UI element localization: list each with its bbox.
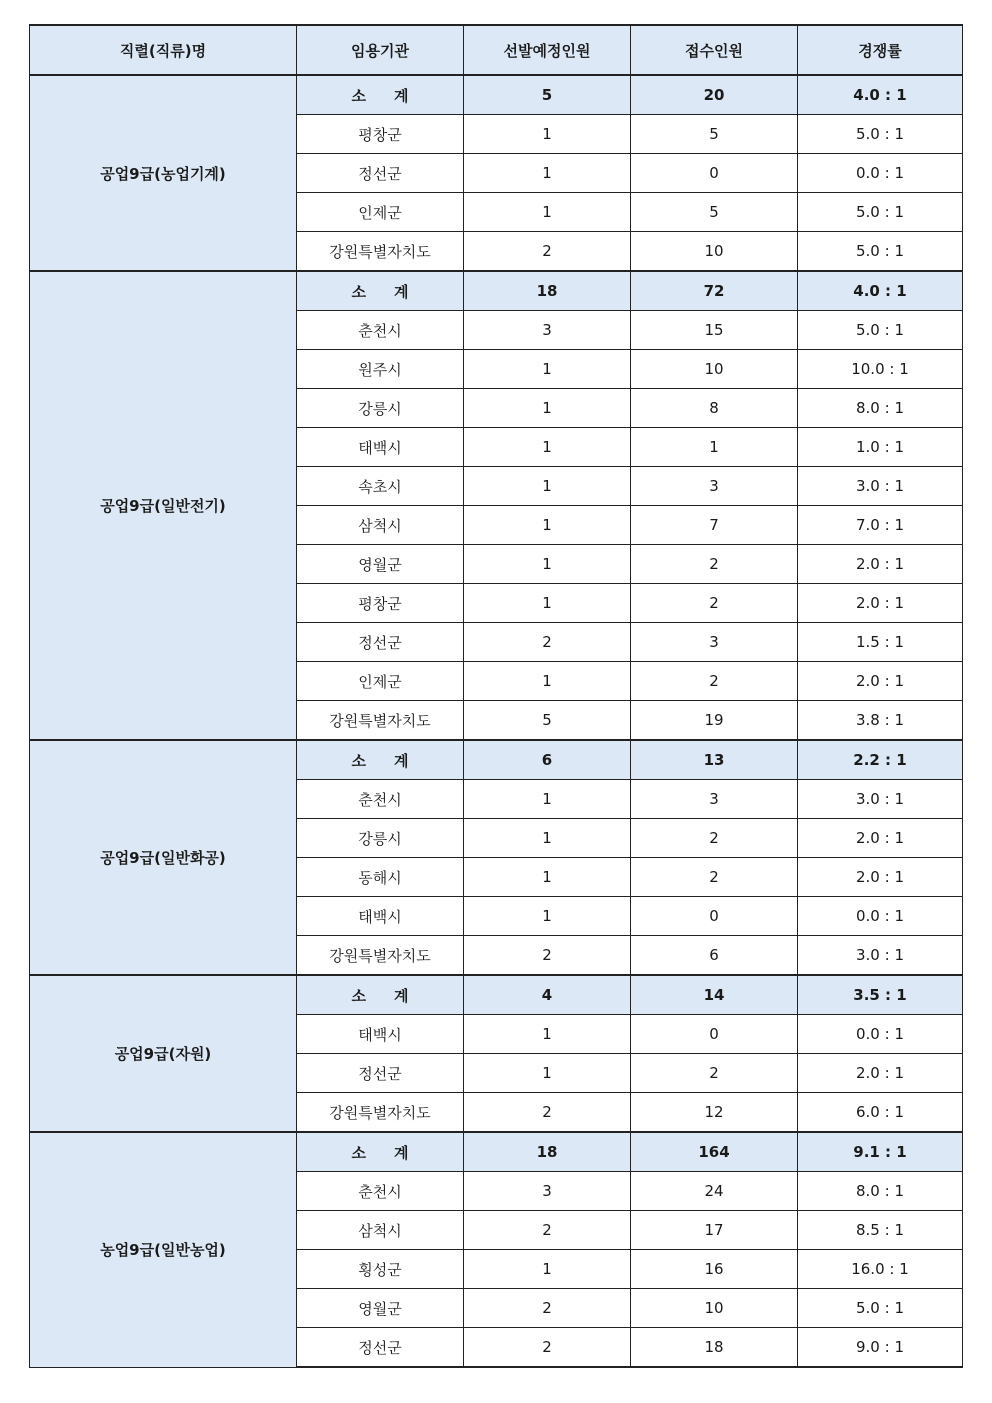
planned-cell: 1 [464,389,631,428]
subtotal-row [30,975,963,1015]
subtotal-label-b: 계 [394,86,409,105]
subtotal-label [297,975,464,1015]
planned-cell: 1 [464,780,631,819]
received-cell: 0 [631,897,798,936]
subtotal-label-a: 소 [351,751,366,770]
planned-cell: 2 [464,1093,631,1133]
header-ratio: 경쟁률 [798,25,963,75]
agency-cell: 정선군 [297,154,464,193]
planned-cell: 5 [464,701,631,741]
subtotal-planned: 6 [464,740,631,780]
received-cell: 12 [631,1093,798,1133]
header-agency: 임용기관 [297,25,464,75]
ratio-cell: 1.5 : 1 [798,623,963,662]
ratio-cell: 5.0 : 1 [798,311,963,350]
subtotal-planned: 5 [464,75,631,115]
planned-cell: 1 [464,858,631,897]
subtotal-ratio: 4.0 : 1 [798,75,963,115]
received-cell: 16 [631,1250,798,1289]
agency-cell: 영월군 [297,1289,464,1328]
planned-cell: 2 [464,1328,631,1368]
agency-cell: 춘천시 [297,1172,464,1211]
planned-cell: 1 [464,467,631,506]
subtotal-ratio: 3.5 : 1 [798,975,963,1015]
subtotal-label [297,740,464,780]
ratio-cell: 10.0 : 1 [798,350,963,389]
header-position: 직렬(직류)명 [30,25,297,75]
subtotal-label-a: 소 [351,86,366,105]
received-cell: 2 [631,584,798,623]
agency-cell: 평창군 [297,115,464,154]
planned-cell: 2 [464,1211,631,1250]
planned-cell: 1 [464,1015,631,1054]
planned-cell: 1 [464,819,631,858]
agency-cell: 강릉시 [297,389,464,428]
subtotal-received: 72 [631,271,798,311]
received-cell: 3 [631,780,798,819]
agency-cell: 강원특별자치도 [297,1093,464,1133]
agency-cell: 강릉시 [297,819,464,858]
subtotal-label-a: 소 [351,1143,366,1162]
ratio-cell: 2.0 : 1 [798,662,963,701]
position-name-cell: 공업9급(농업기계) [30,75,297,271]
subtotal-label-b: 계 [394,282,409,301]
planned-cell: 1 [464,350,631,389]
agency-cell: 태백시 [297,1015,464,1054]
subtotal-label-b: 계 [394,1143,409,1162]
agency-cell: 횡성군 [297,1250,464,1289]
ratio-cell: 2.0 : 1 [798,1054,963,1093]
received-cell: 7 [631,506,798,545]
subtotal-row [30,740,963,780]
received-cell: 17 [631,1211,798,1250]
ratio-cell: 2.0 : 1 [798,819,963,858]
ratio-cell: 6.0 : 1 [798,1093,963,1133]
received-cell: 5 [631,193,798,232]
subtotal-label-a: 소 [351,986,366,1005]
agency-cell: 동해시 [297,858,464,897]
ratio-cell: 8.0 : 1 [798,1172,963,1211]
agency-cell: 태백시 [297,428,464,467]
planned-cell: 1 [464,1250,631,1289]
table-body [30,75,963,1367]
agency-cell: 춘천시 [297,780,464,819]
planned-cell: 1 [464,115,631,154]
subtotal-ratio: 2.2 : 1 [798,740,963,780]
received-cell: 5 [631,115,798,154]
ratio-cell: 5.0 : 1 [798,115,963,154]
received-cell: 2 [631,819,798,858]
ratio-cell: 3.0 : 1 [798,467,963,506]
header-planned: 선발예정인원 [464,25,631,75]
subtotal-planned: 18 [464,1132,631,1172]
planned-cell: 3 [464,311,631,350]
ratio-cell: 5.0 : 1 [798,1289,963,1328]
planned-cell: 1 [464,506,631,545]
subtotal-label-b: 계 [394,751,409,770]
planned-cell: 2 [464,1289,631,1328]
ratio-cell: 8.5 : 1 [798,1211,963,1250]
agency-cell: 삼척시 [297,506,464,545]
position-name-cell: 농업9급(일반농업) [30,1132,297,1367]
ratio-cell: 8.0 : 1 [798,389,963,428]
agency-cell: 강원특별자치도 [297,232,464,272]
subtotal-received: 20 [631,75,798,115]
ratio-cell: 1.0 : 1 [798,428,963,467]
ratio-cell: 16.0 : 1 [798,1250,963,1289]
subtotal-planned: 18 [464,271,631,311]
received-cell: 0 [631,1015,798,1054]
received-cell: 2 [631,858,798,897]
received-cell: 2 [631,662,798,701]
ratio-cell: 0.0 : 1 [798,897,963,936]
subtotal-label-a: 소 [351,282,366,301]
subtotal-received: 13 [631,740,798,780]
received-cell: 18 [631,1328,798,1368]
ratio-cell: 0.0 : 1 [798,154,963,193]
received-cell: 10 [631,1289,798,1328]
ratio-cell: 3.0 : 1 [798,936,963,976]
received-cell: 2 [631,545,798,584]
agency-cell: 춘천시 [297,311,464,350]
planned-cell: 1 [464,154,631,193]
received-cell: 0 [631,154,798,193]
received-cell: 10 [631,232,798,272]
subtotal-label-b: 계 [394,986,409,1005]
planned-cell: 1 [464,897,631,936]
position-name-cell: 공업9급(일반전기) [30,271,297,740]
agency-cell: 원주시 [297,350,464,389]
subtotal-row [30,1132,963,1172]
subtotal-received: 164 [631,1132,798,1172]
agency-cell: 인제군 [297,662,464,701]
recruitment-table [29,24,963,1368]
received-cell: 3 [631,467,798,506]
subtotal-ratio: 4.0 : 1 [798,271,963,311]
ratio-cell: 7.0 : 1 [798,506,963,545]
planned-cell: 1 [464,545,631,584]
agency-cell: 정선군 [297,1054,464,1093]
received-cell: 19 [631,701,798,741]
ratio-cell: 2.0 : 1 [798,545,963,584]
received-cell: 3 [631,623,798,662]
subtotal-label [297,75,464,115]
subtotal-row [30,271,963,311]
agency-cell: 정선군 [297,623,464,662]
ratio-cell: 2.0 : 1 [798,858,963,897]
header-received: 접수인원 [631,25,798,75]
received-cell: 8 [631,389,798,428]
planned-cell: 1 [464,428,631,467]
planned-cell: 1 [464,1054,631,1093]
received-cell: 15 [631,311,798,350]
subtotal-label [297,1132,464,1172]
position-name-cell: 공업9급(자원) [30,975,297,1132]
received-cell: 6 [631,936,798,976]
header-row [30,25,963,75]
received-cell: 2 [631,1054,798,1093]
ratio-cell: 9.0 : 1 [798,1328,963,1368]
agency-cell: 강원특별자치도 [297,936,464,976]
planned-cell: 1 [464,584,631,623]
ratio-cell: 2.0 : 1 [798,584,963,623]
subtotal-received: 14 [631,975,798,1015]
agency-cell: 평창군 [297,584,464,623]
planned-cell: 3 [464,1172,631,1211]
agency-cell: 태백시 [297,897,464,936]
received-cell: 24 [631,1172,798,1211]
agency-cell: 속초시 [297,467,464,506]
ratio-cell: 5.0 : 1 [798,232,963,272]
subtotal-ratio: 9.1 : 1 [798,1132,963,1172]
ratio-cell: 0.0 : 1 [798,1015,963,1054]
planned-cell: 1 [464,662,631,701]
planned-cell: 2 [464,623,631,662]
ratio-cell: 3.0 : 1 [798,780,963,819]
agency-cell: 인제군 [297,193,464,232]
planned-cell: 1 [464,193,631,232]
ratio-cell: 5.0 : 1 [798,193,963,232]
ratio-cell: 3.8 : 1 [798,701,963,741]
subtotal-planned: 4 [464,975,631,1015]
position-name-cell: 공업9급(일반화공) [30,740,297,975]
agency-cell: 삼척시 [297,1211,464,1250]
subtotal-row [30,75,963,115]
agency-cell: 강원특별자치도 [297,701,464,741]
planned-cell: 2 [464,232,631,272]
agency-cell: 영월군 [297,545,464,584]
received-cell: 10 [631,350,798,389]
subtotal-label [297,271,464,311]
agency-cell: 정선군 [297,1328,464,1368]
received-cell: 1 [631,428,798,467]
planned-cell: 2 [464,936,631,976]
